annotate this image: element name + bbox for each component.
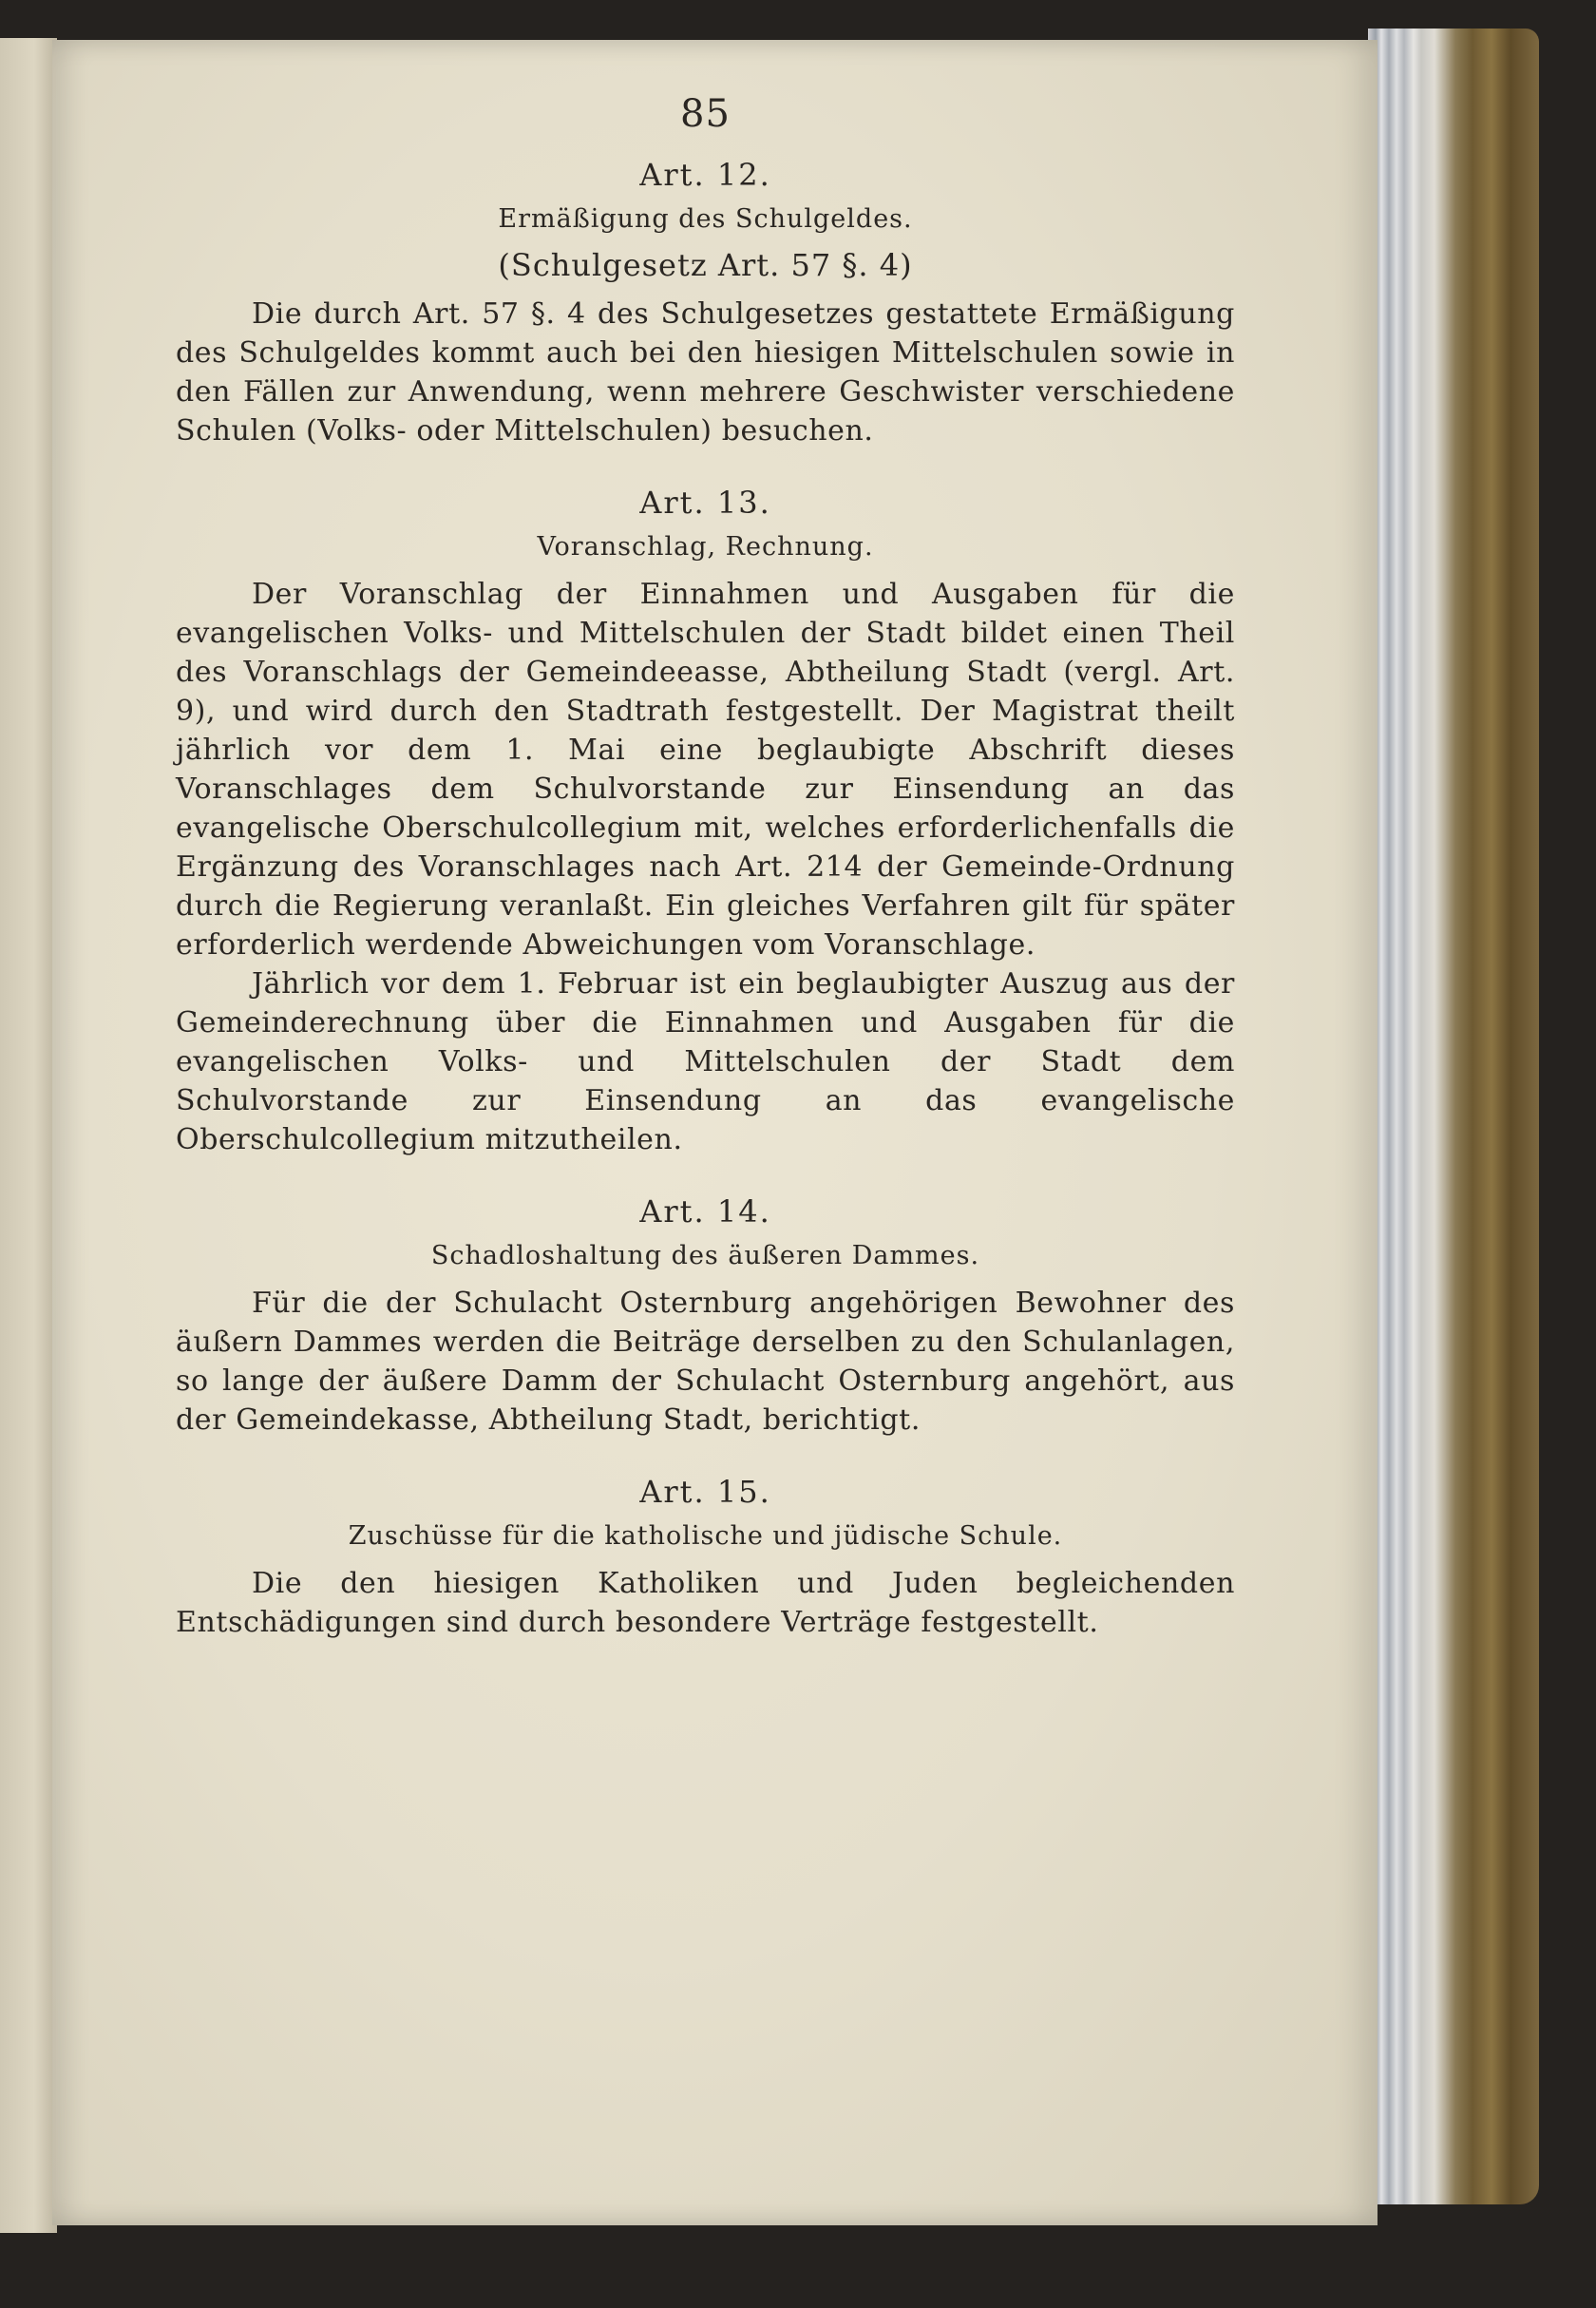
article-14-heading: Art. 14.	[639, 1193, 771, 1230]
article-15-subtitle: Zuschüsse für die katholische und jüdische Schule.	[348, 1521, 1063, 1551]
article-13-heading: Art. 13.	[639, 485, 771, 521]
left-page-edge	[0, 38, 57, 2233]
page-text	[176, 92, 1235, 1642]
article-15-heading: Art. 15.	[639, 1474, 771, 1510]
book-fore-edge	[1368, 29, 1539, 2204]
page-number: 85	[680, 92, 731, 136]
article-14-subtitle: Schadloshaltung des äußeren Dammes.	[430, 1241, 980, 1270]
article-12-heading: Art. 12.	[639, 157, 771, 193]
article-12-paragraph: Die durch Art. 57 §. 4 des Schulgesetzes gestattete Ermäßigung des Schulgeldes kommt auch bei den hiesigen Mittelschulen sowie in den Fällen zur Anwendung, wenn mehrere Geschwister verschiedene Schulen (Volks- oder Mittelschulen) besuchen.	[176, 297, 1235, 448]
article-12-reference: (Schulgesetz Art. 57 §. 4)	[498, 247, 913, 283]
article-15-paragraph: Die den hiesigen Katholiken und Juden begleichenden Entschädigungen sind durch besondere Verträge festgestellt.	[176, 1567, 1235, 1639]
article-13-paragraph-1: Der Voranschlag der Einnahmen und Ausgaben für die evangelischen Volks- und Mittelschulen der Stadt bildet einen Theil des Voranschlags der Gemeindeeasse, Abtheilung Stadt (vergl. Art. 9), und wird durch den Stadtrath festgestellt. Der Magistrat theilt jährlich vor dem 1. Mai eine beglaubigte Abschrift dieses Voranschlages dem Schulvorstande zur Einsendung an das evangelische Oberschulcollegium mit, welches erforderlichenfalls die Ergänzung des Voranschlages nach Art. 214 der Gemeinde-Ordnung durch die Regierung veranlaßt. Ein gleiches Verfahren gilt für später erforderlich werdende Abweichungen vom Voranschlage.	[176, 578, 1235, 962]
article-13-subtitle: Voranschlag, Rechnung.	[537, 532, 874, 562]
book-page	[52, 40, 1378, 2225]
article-14-paragraph: Für die der Schulacht Osternburg angehörigen Bewohner des äußern Dammes werden die Beiträge derselben zu den Schulanlagen, so lange der äußere Damm der Schulacht Osternburg angehört, aus der Gemeindekasse, Abtheilung Stadt, berichtigt.	[176, 1287, 1235, 1437]
article-13-paragraph-2: Jährlich vor dem 1. Februar ist ein beglaubigter Auszug aus der Gemeinderechnung über die Einnahmen und Ausgaben für die evangelischen Volks- und Mittelschulen der Stadt dem Schulvorstande zur Einsendung an das evangelische Oberschulcollegium mitzutheilen.	[176, 967, 1235, 1156]
article-12-subtitle: Ermäßigung des Schulgeldes.	[498, 204, 913, 234]
